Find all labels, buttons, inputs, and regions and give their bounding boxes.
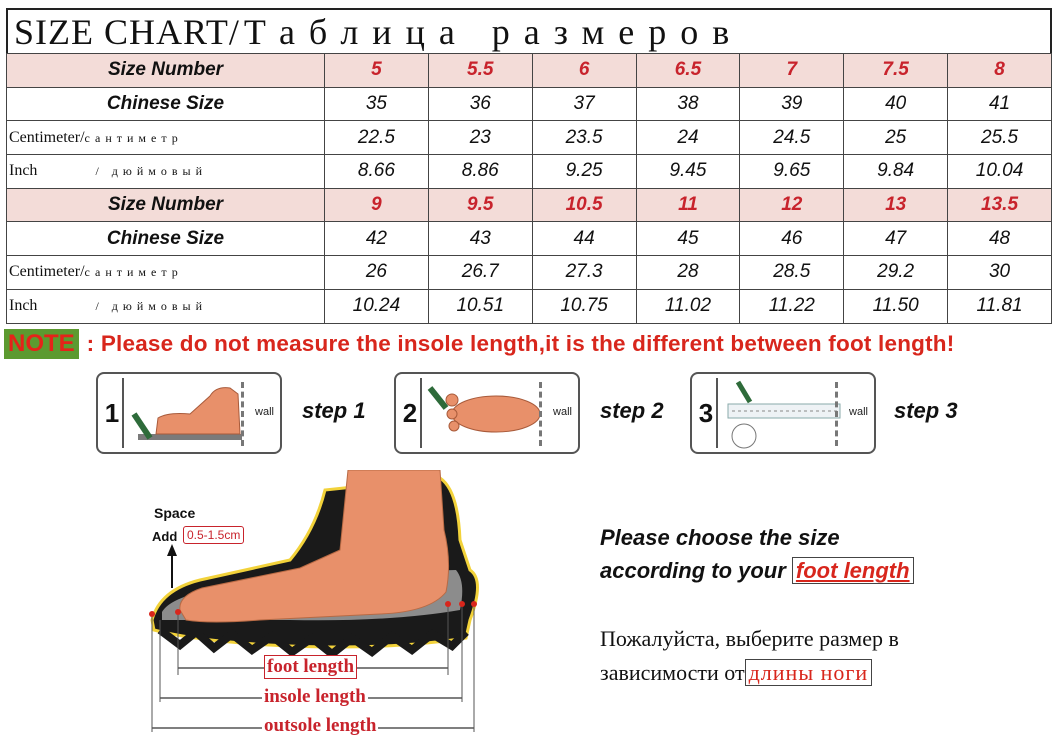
wall-label: wall (553, 406, 572, 418)
table-cell: 10.24 (325, 289, 429, 323)
table-cell: 29.2 (844, 256, 948, 290)
measure-dot (459, 601, 465, 607)
note-text: : Please do not measure the insole length,it is the different between foot length! (86, 331, 955, 356)
row-label: Size Number (7, 54, 325, 88)
row-label: Chinese Size (7, 222, 325, 256)
table-cell: 9.45 (636, 155, 740, 189)
table-cell: 24 (636, 121, 740, 155)
step-2-box (394, 372, 580, 454)
size-table-body (7, 54, 1052, 324)
insole-length-label: insole length (264, 686, 366, 707)
table-cell: 48 (948, 222, 1052, 256)
row-label-en: Centimeter/ (9, 128, 85, 146)
toe-icon (449, 421, 459, 431)
measure-dot (445, 601, 451, 607)
table-cell: 11.81 (948, 289, 1052, 323)
table-cell: 26.7 (428, 256, 532, 290)
wall-label: wall (255, 406, 274, 418)
step-3-box (690, 372, 876, 454)
table-cell: 5.5 (428, 54, 532, 88)
table-cell: 36 (428, 87, 532, 121)
row-label: Size Number (7, 188, 325, 222)
step-number: 1 (102, 378, 124, 448)
row-label-en: Centimeter/ (9, 263, 85, 281)
foot-top-icon (452, 396, 540, 432)
table-cell: 5 (325, 54, 429, 88)
table-cell: 11.02 (636, 289, 740, 323)
table-cell: 9 (325, 188, 429, 222)
toe-icon (447, 409, 457, 419)
wall-line (835, 382, 838, 446)
step-3-label: step 3 (894, 398, 958, 423)
table-cell: 41 (948, 87, 1052, 121)
instructions-ru-line2 (600, 656, 899, 690)
table-row (7, 54, 1052, 88)
table-cell: 11.50 (844, 289, 948, 323)
instructions-en-line1: Please choose the size (600, 525, 840, 550)
table-cell: 25.5 (948, 121, 1052, 155)
magnifier-icon (732, 424, 756, 448)
table-cell: 6.5 (636, 54, 740, 88)
instructions-ru-prefix: зависимости от (600, 660, 745, 685)
table-cell: 13.5 (948, 188, 1052, 222)
note-badge: NOTE (4, 329, 79, 359)
toe-icon (446, 394, 458, 406)
table-cell: 46 (740, 222, 844, 256)
table-row (7, 155, 1052, 189)
step-1-label: step 1 (302, 398, 366, 423)
table-cell: 47 (844, 222, 948, 256)
row-label-ru: / дюймовый (95, 299, 208, 314)
table-cell: 10.5 (532, 188, 636, 222)
row-label-ru: / дюймовый (95, 164, 208, 179)
measure-dot (175, 609, 181, 615)
table-cell: 30 (948, 256, 1052, 290)
table-cell: 9.5 (428, 188, 532, 222)
table-cell: 23 (428, 121, 532, 155)
table-row (7, 256, 1052, 290)
instructions-en-prefix: according to your (600, 558, 792, 583)
step-number: 2 (400, 378, 422, 448)
table-cell: 22.5 (325, 121, 429, 155)
row-label: Chinese Size (7, 87, 325, 121)
table-cell: 9.84 (844, 155, 948, 189)
step-number: 3 (696, 378, 718, 448)
space-arrow-head (167, 544, 177, 556)
pen-icon (738, 382, 750, 402)
page-title (6, 8, 1052, 54)
table-cell: 13 (844, 188, 948, 222)
table-cell: 9.65 (740, 155, 844, 189)
table-cell: 8 (948, 54, 1052, 88)
foot-length-highlight: foot length (792, 557, 914, 584)
foot-side-icon (156, 388, 240, 434)
table-cell: 38 (636, 87, 740, 121)
row-label (7, 256, 325, 290)
table-cell: 12 (740, 188, 844, 222)
table-cell: 44 (532, 222, 636, 256)
wall-line (539, 382, 542, 446)
add-range: 0.5-1.5cm (183, 526, 244, 544)
instructions-ru-line1: Пожалуйста, выберите размер в (600, 626, 899, 651)
table-cell: 27.3 (532, 256, 636, 290)
step-2-label: step 2 (600, 398, 664, 423)
foot-length-ru-highlight: длины ноги (745, 659, 873, 686)
measure-dot (149, 611, 155, 617)
row-label-ru: сантиметр (84, 265, 183, 280)
table-cell: 10.51 (428, 289, 532, 323)
foot-length-label: foot length (264, 655, 357, 679)
table-row (7, 188, 1052, 222)
row-label-en: Inch (9, 162, 38, 180)
table-cell: 7.5 (844, 54, 948, 88)
table-row (7, 222, 1052, 256)
table-cell: 10.75 (532, 289, 636, 323)
table-cell: 28.5 (740, 256, 844, 290)
table-cell: 45 (636, 222, 740, 256)
table-cell: 23.5 (532, 121, 636, 155)
table-cell: 11.22 (740, 289, 844, 323)
wall-label: wall (849, 406, 868, 418)
pen-icon (430, 388, 446, 408)
table-cell: 37 (532, 87, 636, 121)
table-cell: 6 (532, 54, 636, 88)
table-cell: 24.5 (740, 121, 844, 155)
instructions-ru (600, 622, 899, 690)
table-cell: 8.86 (428, 155, 532, 189)
outsole-length-label: outsole length (264, 715, 377, 736)
table-row (7, 87, 1052, 121)
row-label-ru: сантиметр (84, 130, 183, 145)
table-cell: 39 (740, 87, 844, 121)
table-row (7, 289, 1052, 323)
wall-line (241, 382, 244, 446)
table-cell: 43 (428, 222, 532, 256)
size-table (6, 53, 1052, 324)
instructions-en (600, 521, 914, 587)
table-cell: 35 (325, 87, 429, 121)
add-label: Add (152, 529, 178, 544)
table-cell: 9.25 (532, 155, 636, 189)
row-label (7, 289, 325, 323)
table-row (7, 121, 1052, 155)
table-cell: 40 (844, 87, 948, 121)
title-ru: Таблица размеров (243, 12, 744, 52)
row-label (7, 121, 325, 155)
table-cell: 28 (636, 256, 740, 290)
table-cell: 7 (740, 54, 844, 88)
measure-dot (471, 601, 477, 607)
table-cell: 11 (636, 188, 740, 222)
table-cell: 25 (844, 121, 948, 155)
space-label: Space (154, 505, 196, 521)
step-1-box (96, 372, 282, 454)
title-en: SIZE CHART/ (14, 12, 240, 52)
table-cell: 26 (325, 256, 429, 290)
table-cell: 8.66 (325, 155, 429, 189)
row-label (7, 155, 325, 189)
row-label-en: Inch (9, 297, 38, 315)
floor-ruler (138, 434, 242, 440)
note-row (4, 328, 1054, 360)
table-cell: 42 (325, 222, 429, 256)
table-cell: 10.04 (948, 155, 1052, 189)
instructions-en-line2 (600, 554, 914, 587)
